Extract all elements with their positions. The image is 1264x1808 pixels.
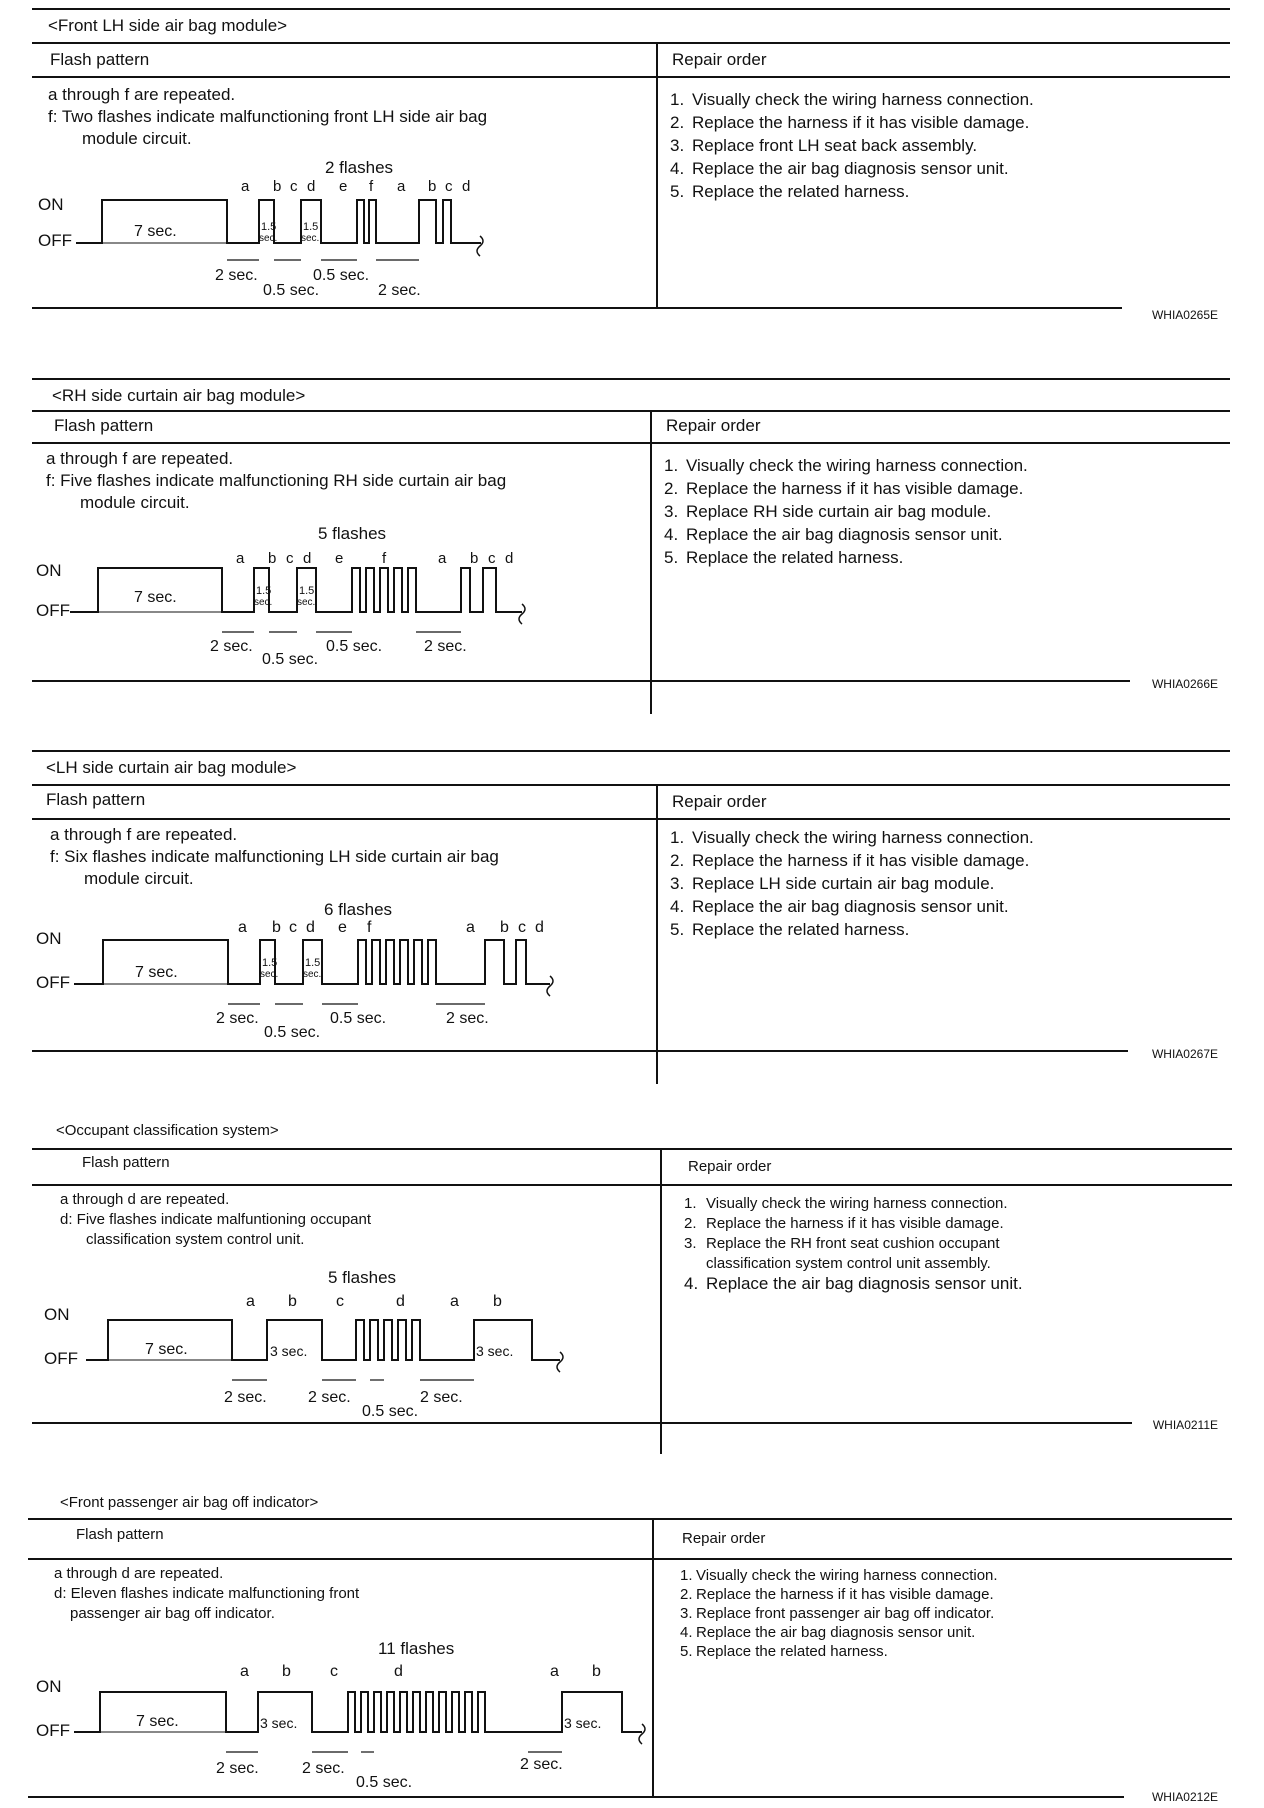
phase-letter: a xyxy=(397,178,406,195)
repair-step: 1. Visually check the wiring harness connection. xyxy=(664,456,1028,475)
off-label: OFF xyxy=(38,231,72,250)
duration-label: 2 sec. xyxy=(420,1389,463,1406)
flash-count-label: 6 flashes xyxy=(324,900,393,919)
desc-line: f: Two flashes indicate malfunctioning front LH side air bag xyxy=(48,107,488,126)
break-mark xyxy=(519,604,525,624)
phase-letter: d xyxy=(394,1663,403,1680)
divider xyxy=(32,378,1230,380)
box-label: sec. xyxy=(303,969,322,980)
repair-step: 2. Replace the harness if it has visible damage. xyxy=(684,1215,1004,1232)
off-label: OFF xyxy=(44,1349,78,1368)
repair-step: 5. Replace the related harness. xyxy=(664,548,904,567)
phase-letters xyxy=(241,178,470,195)
box-label: 3 sec. xyxy=(270,1343,308,1359)
on-label: ON xyxy=(38,195,64,214)
section-title: <Occupant classification system> xyxy=(56,1122,279,1139)
phase-letter: d xyxy=(307,178,316,195)
column-divider xyxy=(656,784,658,1084)
desc-line: a through f are repeated. xyxy=(46,449,234,468)
flash-pattern-header: Flash pattern xyxy=(50,50,150,69)
break-mark xyxy=(639,1724,645,1744)
phase-letter: a xyxy=(241,178,250,195)
phase-letter: b xyxy=(493,1293,502,1310)
phase-letter: c xyxy=(488,550,496,567)
flash-description xyxy=(54,1564,359,1624)
duration-label: 7 sec. xyxy=(135,964,178,981)
flash-pattern-diagram xyxy=(30,522,590,682)
phase-letter: d xyxy=(306,919,315,936)
figure-code: WHIA0211E xyxy=(1152,1418,1218,1432)
box-label: sec. xyxy=(301,233,320,244)
duration-label: 0.5 sec. xyxy=(264,1024,321,1041)
phase-letter: a xyxy=(246,1293,255,1310)
break-mark xyxy=(477,236,483,256)
desc-line: module circuit. xyxy=(84,869,194,888)
repair-step: 3. Replace the RH front seat cushion occupant xyxy=(684,1235,1000,1252)
flash-pattern-diagram xyxy=(30,1636,650,1806)
on-label: ON xyxy=(36,929,62,948)
box-label: 1.5 xyxy=(305,957,321,969)
figure-code: WHIA0266E xyxy=(1151,677,1218,691)
divider xyxy=(32,307,1122,309)
repair-list xyxy=(680,1566,998,1661)
duration-label: 0.5 sec. xyxy=(362,1403,419,1420)
divider xyxy=(32,750,1230,752)
phase-letter: b xyxy=(428,178,437,195)
break-mark xyxy=(547,976,553,996)
desc-line: d: Eleven flashes indicate malfunctioning front xyxy=(54,1585,360,1602)
divider xyxy=(32,1422,1132,1424)
repair-order-header: Repair order xyxy=(666,416,761,435)
phase-letter: b xyxy=(470,550,479,567)
divider xyxy=(32,1184,1232,1186)
duration-label: 2 sec. xyxy=(308,1389,351,1406)
duration-label: 0.5 sec. xyxy=(313,267,370,284)
flash-count-label: 11 flashes xyxy=(378,1639,455,1658)
desc-line: d: Five flashes indicate malfuntioning occupant xyxy=(60,1211,372,1228)
flash-description xyxy=(46,448,506,514)
phase-letter: a xyxy=(450,1293,459,1310)
repair-step: 1. Visually check the wiring harness connection. xyxy=(680,1567,998,1584)
break-mark xyxy=(557,1352,563,1372)
divider xyxy=(32,784,1230,786)
divider xyxy=(32,680,1130,682)
duration-label: 2 sec. xyxy=(424,638,467,655)
divider xyxy=(28,1518,1232,1520)
repair-order-header: Repair order xyxy=(672,50,767,69)
duration-label: 7 sec. xyxy=(145,1341,188,1358)
divider xyxy=(32,8,1230,10)
box-label: 1.5 xyxy=(299,585,315,597)
repair-step: 4. Replace the air bag diagnosis sensor unit. xyxy=(684,1274,1023,1293)
phase-letter: a xyxy=(438,550,447,567)
repair-step: 4. Replace the air bag diagnosis sensor unit. xyxy=(664,525,1003,544)
desc-line: classification system control unit. xyxy=(86,1231,305,1248)
desc-line: module circuit. xyxy=(82,129,192,148)
duration-label: 2 sec. xyxy=(224,1389,267,1406)
repair-step: 2. Replace the harness if it has visible damage. xyxy=(664,479,1024,498)
off-label: OFF xyxy=(36,1721,70,1740)
repair-list xyxy=(670,88,1034,203)
phase-letter: c xyxy=(290,178,298,195)
duration-label: 0.5 sec. xyxy=(263,282,320,299)
phase-letter: d xyxy=(462,178,471,195)
repair-step: 3. Replace front passenger air bag off indicator. xyxy=(680,1605,995,1622)
phase-letter: f xyxy=(369,178,374,195)
duration-label: 2 sec. xyxy=(210,638,253,655)
phase-letter: c xyxy=(286,550,294,567)
phase-letter: f xyxy=(367,919,372,936)
section-title: <Front LH side air bag module> xyxy=(48,16,288,35)
duration-label: 2 sec. xyxy=(302,1760,345,1777)
repair-step: 4. Replace the air bag diagnosis sensor unit. xyxy=(680,1624,976,1641)
repair-step: 1. Visually check the wiring harness connection. xyxy=(670,90,1034,109)
duration-label: 0.5 sec. xyxy=(356,1774,413,1791)
column-divider xyxy=(656,42,658,308)
phase-letter: b xyxy=(268,550,277,567)
duration-label: 2 sec. xyxy=(216,1760,259,1777)
desc-line: a through d are repeated. xyxy=(54,1565,224,1582)
figure-code: WHIA0212E xyxy=(1151,1790,1218,1804)
phase-letter: e xyxy=(339,178,348,195)
box-label: 3 sec. xyxy=(476,1343,514,1359)
phase-letters xyxy=(236,550,513,567)
phase-letter: a xyxy=(550,1663,559,1680)
flash-pattern-header: Flash pattern xyxy=(54,416,154,435)
repair-step-continued: classification system control unit assembly. xyxy=(706,1255,991,1272)
off-label: OFF xyxy=(36,973,70,992)
phase-letter: a xyxy=(238,919,247,936)
repair-step: 5. Replace the related harness. xyxy=(680,1643,888,1660)
duration-label: 2 sec. xyxy=(378,282,421,299)
divider xyxy=(28,1558,1232,1560)
phase-letter: b xyxy=(272,919,281,936)
repair-step: 1. Visually check the wiring harness connection. xyxy=(670,828,1034,847)
repair-step: 5. Replace the related harness. xyxy=(670,182,910,201)
column-divider xyxy=(660,1148,662,1454)
duration-label: 0.5 sec. xyxy=(330,1010,387,1027)
phase-letter: c xyxy=(445,178,453,195)
box-label: 1.5 xyxy=(261,221,277,233)
desc-line: f: Five flashes indicate malfunctioning RH side curtain air bag xyxy=(46,471,507,490)
duration-label: 0.5 sec. xyxy=(326,638,383,655)
figure-code: WHIA0265E xyxy=(1151,308,1218,322)
repair-step: 4. Replace the air bag diagnosis sensor unit. xyxy=(670,159,1009,178)
box-label: 3 sec. xyxy=(260,1715,298,1731)
divider xyxy=(32,442,1230,444)
divider xyxy=(32,1050,1128,1052)
duration-label: 7 sec. xyxy=(136,1713,179,1730)
box-label: 1.5 xyxy=(303,221,319,233)
phase-letter: a xyxy=(466,919,475,936)
repair-step: 3. Replace RH side curtain air bag module. xyxy=(664,502,992,521)
flash-pattern-header: Flash pattern xyxy=(82,1154,170,1171)
box-label: sec. xyxy=(260,969,279,980)
column-divider xyxy=(650,410,652,714)
phase-letter: b xyxy=(592,1663,601,1680)
divider xyxy=(32,42,1230,44)
duration-label: 7 sec. xyxy=(134,589,177,606)
flash-description xyxy=(48,84,487,150)
phase-letter: f xyxy=(382,550,387,567)
phase-letter: d xyxy=(505,550,514,567)
phase-letter: b xyxy=(288,1293,297,1310)
on-label: ON xyxy=(44,1305,70,1324)
flash-pattern-diagram xyxy=(30,1264,590,1434)
phase-letter: c xyxy=(289,919,297,936)
repair-order-header: Repair order xyxy=(672,792,767,811)
phase-letter: e xyxy=(335,550,344,567)
repair-order-header: Repair order xyxy=(688,1158,772,1175)
repair-step: 3. Replace LH side curtain air bag module. xyxy=(670,874,995,893)
flash-count-label: 5 flashes xyxy=(318,524,387,543)
repair-step: 2. Replace the harness if it has visible damage. xyxy=(670,851,1030,870)
duration-label: 7 sec. xyxy=(134,223,177,240)
phase-letters xyxy=(246,1293,502,1310)
repair-list xyxy=(684,1194,1023,1294)
column-divider xyxy=(652,1518,654,1798)
phase-letter: c xyxy=(336,1293,344,1310)
divider xyxy=(32,1148,1232,1150)
desc-line: module circuit. xyxy=(80,493,190,512)
duration-label: 0.5 sec. xyxy=(262,651,319,668)
repair-list xyxy=(664,454,1028,569)
flash-pattern-header: Flash pattern xyxy=(46,790,146,809)
flash-description xyxy=(60,1190,371,1250)
phase-letter: b xyxy=(282,1663,291,1680)
phase-letter: a xyxy=(240,1663,249,1680)
desc-line: a through d are repeated. xyxy=(60,1191,230,1208)
phase-letter: e xyxy=(338,919,347,936)
phase-letter: d xyxy=(303,550,312,567)
duration-label: 2 sec. xyxy=(520,1756,563,1773)
desc-line: f: Six flashes indicate malfunctioning LH side curtain air bag xyxy=(50,847,499,866)
repair-step: 2. Replace the harness if it has visible damage. xyxy=(670,113,1030,132)
on-label: ON xyxy=(36,1677,62,1696)
flash-count-label: 5 flashes xyxy=(328,1268,397,1287)
figure-code: WHIA0267E xyxy=(1151,1047,1218,1061)
desc-line: a through f are repeated. xyxy=(50,825,238,844)
on-label: ON xyxy=(36,561,62,580)
box-label: sec. xyxy=(259,233,278,244)
phase-letter: d xyxy=(396,1293,405,1310)
section-title: <Front passenger air bag off indicator> xyxy=(60,1494,319,1511)
phase-letter: d xyxy=(535,919,544,936)
box-label: 1.5 xyxy=(262,957,278,969)
repair-order-header: Repair order xyxy=(682,1530,766,1547)
duration-label: 2 sec. xyxy=(446,1010,489,1027)
duration-label: 2 sec. xyxy=(215,267,258,284)
box-label: 3 sec. xyxy=(564,1715,602,1731)
flash-pattern-diagram xyxy=(30,894,590,1054)
repair-step: 4. Replace the air bag diagnosis sensor unit. xyxy=(670,897,1009,916)
phase-letter: c xyxy=(330,1663,338,1680)
divider xyxy=(32,818,1230,820)
box-label: 1.5 xyxy=(256,585,272,597)
flash-pattern-header: Flash pattern xyxy=(76,1526,164,1543)
repair-list xyxy=(670,826,1034,941)
repair-step: 2. Replace the harness if it has visible damage. xyxy=(680,1586,994,1603)
phase-letter: b xyxy=(273,178,282,195)
divider xyxy=(32,76,1230,78)
phase-letters xyxy=(240,1663,601,1680)
phase-letters xyxy=(238,919,544,936)
phase-letter: c xyxy=(518,919,526,936)
divider xyxy=(32,410,1230,412)
repair-step: 3. Replace front LH seat back assembly. xyxy=(670,136,978,155)
duration-label: 2 sec. xyxy=(216,1010,259,1027)
box-label: sec. xyxy=(297,597,316,608)
phase-letter: b xyxy=(500,919,509,936)
flash-pattern-diagram xyxy=(30,154,550,304)
repair-step: 1. Visually check the wiring harness connection. xyxy=(684,1195,1008,1212)
phase-letter: a xyxy=(236,550,245,567)
divider xyxy=(28,1796,1124,1798)
section-title: <RH side curtain air bag module> xyxy=(52,386,306,405)
off-label: OFF xyxy=(36,601,70,620)
repair-step: 5. Replace the related harness. xyxy=(670,920,910,939)
desc-line: a through f are repeated. xyxy=(48,85,236,104)
flash-description xyxy=(50,824,499,890)
section-title: <LH side curtain air bag module> xyxy=(46,758,297,777)
flash-count-label: 2 flashes xyxy=(325,158,394,177)
desc-line: passenger air bag off indicator. xyxy=(70,1605,275,1622)
box-label: sec. xyxy=(254,597,273,608)
